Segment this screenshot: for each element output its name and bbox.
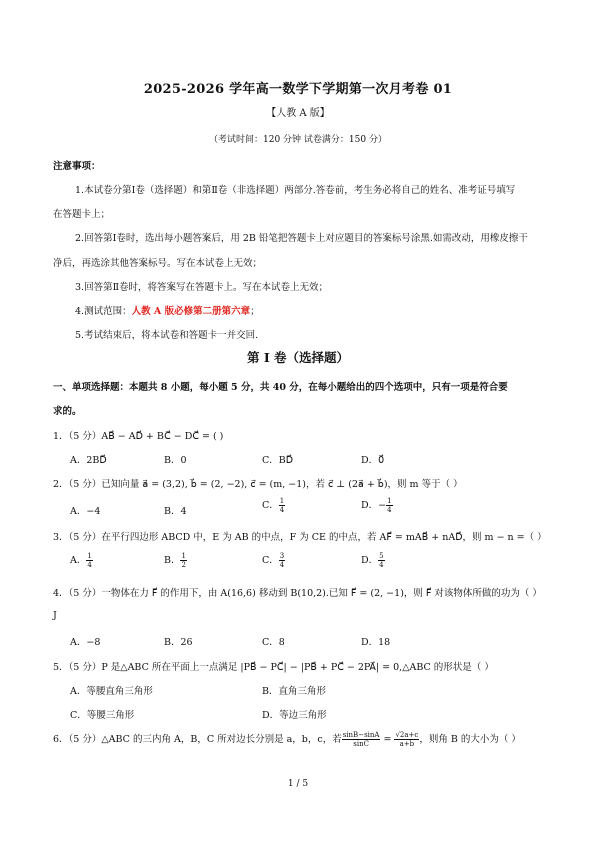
- note-5: 5.考试结束后，将本试卷和答题卡一并交回.: [75, 330, 259, 341]
- fraction-denominator: sinC: [353, 740, 369, 748]
- fraction-denominator: 4: [87, 561, 92, 569]
- section-instruction-line-1: 一、单项选择题：本题共 8 小题，每小题 5 分，共 40 分，在每小题给出的四个选项中，只有一项是符合要: [53, 382, 508, 393]
- question-6-stem: [53, 731, 521, 748]
- exam-title: 2025-2026 学年高一数学下学期第一次月考卷 01: [143, 82, 453, 97]
- fraction-numerator: √2a+c: [395, 731, 419, 739]
- question-3-option-a: [70, 552, 93, 569]
- question-1-option-d: D．0⃗: [361, 455, 385, 466]
- question-6-stem-start: 6．（5 分）△ABC 的三内角 A，B，C 所对边长分别是 a，b，c，若: [53, 734, 342, 745]
- fraction-denominator: a+b: [399, 740, 415, 748]
- fraction-denominator: 4: [279, 506, 285, 514]
- page-number: 1 / 5: [287, 779, 309, 789]
- note-3: 3.回答第Ⅱ卷时，将答案写在答题卡上。写在本试卷上无效；: [75, 282, 329, 293]
- fraction: [279, 552, 285, 569]
- note-4-prefix: 4.测试范围：: [75, 306, 132, 317]
- exam-info: （考试时间：120 分钟 试卷满分：150 分）: [209, 135, 387, 145]
- fraction-denominator: 4: [387, 506, 392, 514]
- fraction-numerator: 3: [279, 552, 285, 560]
- note-2-line-2: 净后，再选涂其他答案标号。写在本试卷上无效；: [53, 258, 263, 269]
- option-label: B．: [164, 555, 181, 566]
- option-label: D．−: [361, 500, 387, 511]
- question-2-option-c: [262, 497, 285, 514]
- fraction-denominator: 4: [379, 561, 384, 569]
- equals-sign: =: [380, 734, 395, 745]
- question-3-option-c: [262, 552, 285, 569]
- question-4-option-b: B．26: [164, 637, 193, 648]
- fraction: [342, 731, 381, 748]
- question-4-option-d: D．18: [361, 637, 391, 648]
- question-5-option-d: D．等边三角形: [262, 710, 327, 721]
- question-5-option-c: C．等腰三角形: [70, 710, 135, 721]
- question-2-option-d: [361, 497, 393, 514]
- fraction-numerator: sinB−sinA: [342, 731, 380, 739]
- note-1-line-1: 1.本试卷分第Ⅰ卷（选择题）和第Ⅱ卷（非选择题）两部分.答卷前，考生务必将自己的姓名、准考证号填写: [75, 185, 516, 196]
- fraction-denominator: 2: [181, 561, 186, 569]
- question-1-option-c: C．BD⃗: [262, 455, 294, 466]
- test-scope: 人教 A 版必修第二册第六章: [131, 306, 251, 317]
- question-1-option-b: B．0: [164, 455, 187, 466]
- fraction: [86, 552, 92, 569]
- option-label: C．: [262, 500, 279, 511]
- question-2-option-a: A．−4: [70, 506, 101, 517]
- section-title: 第 I 卷（选择题）: [246, 350, 350, 365]
- note-2-line-1: 2.回答第Ⅰ卷时，选出每小题答案后，用 2B 铅笔把答题卡上对应题目的答案标号涂黑.如需改动，用橡皮擦干: [75, 233, 528, 244]
- fraction-denominator: 4: [279, 561, 285, 569]
- question-5-stem: 5．（5 分）P 是△ABC 所在平面上一点满足 |PB⃗ − PC⃗| − |PB⃗ + PC⃗ − 2PA⃗| = 0,△ABC 的形状是（ ）: [53, 662, 494, 673]
- fraction-numerator: 1: [279, 497, 285, 505]
- fraction-numerator: 1: [387, 497, 392, 505]
- note-1-line-2: 在答题卡上；: [53, 209, 111, 220]
- question-1-stem: 1．（5 分）AB⃗ − AD⃗ + BC⃗ − DC⃗ = ( ): [53, 431, 224, 442]
- question-5-option-b: B．直角三角形: [262, 686, 326, 697]
- question-4-option-c: C．8: [262, 637, 285, 648]
- fraction: [279, 497, 285, 514]
- note-4-suffix: ；: [250, 306, 260, 317]
- fraction-numerator: 1: [87, 552, 92, 560]
- question-5-option-a: A．等腰直角三角形: [70, 686, 153, 697]
- edition-label: 【人教 A 版】: [266, 108, 330, 119]
- option-label: A．: [70, 555, 87, 566]
- fraction: [386, 497, 392, 514]
- note-4: [75, 303, 260, 317]
- fraction-numerator: 5: [379, 552, 384, 560]
- notes-heading: 注意事项：: [53, 161, 101, 172]
- question-3-option-d: [361, 552, 385, 569]
- fraction: [378, 552, 384, 569]
- option-label: D．: [361, 555, 379, 566]
- question-4-stem: 4．（5 分）一物体在力 F⃗ 的作用下，由 A(16,6) 移动到 B(10,2).已知 F⃗ = (2, −1)，则 F⃗ 对该物体所做的功为（ ）: [53, 588, 542, 599]
- question-3-stem: 3．（5 分）在平行四边形 ABCD 中，E 为 AB 的中点，F 为 CE 的中点，若 AF⃗ = mAB⃗ + nAD⃗，则 m − n =（ ）: [53, 532, 547, 543]
- question-4-option-a: A．−8: [70, 637, 101, 648]
- question-3-option-b: [164, 552, 187, 569]
- section-instruction-line-2: 求的。: [53, 406, 82, 417]
- question-4-unit: J: [53, 610, 57, 621]
- question-2-stem: 2．（5 分）已知向量 a⃗ = (3,2), b⃗ = (2, −2), c⃗ = (m, −1)，若 c⃗ ⊥ (2a⃗ + b⃗)，则 m 等于（ ）: [53, 479, 463, 490]
- question-1-option-a: A．2BD⃗: [70, 455, 107, 466]
- question-2-option-b: B．4: [164, 506, 187, 517]
- fraction: [180, 552, 186, 569]
- question-6-stem-end: ，则角 B 的大小为（ ）: [419, 734, 521, 745]
- option-label: C．: [262, 555, 279, 566]
- fraction-numerator: 1: [181, 552, 186, 560]
- fraction: [394, 731, 419, 748]
